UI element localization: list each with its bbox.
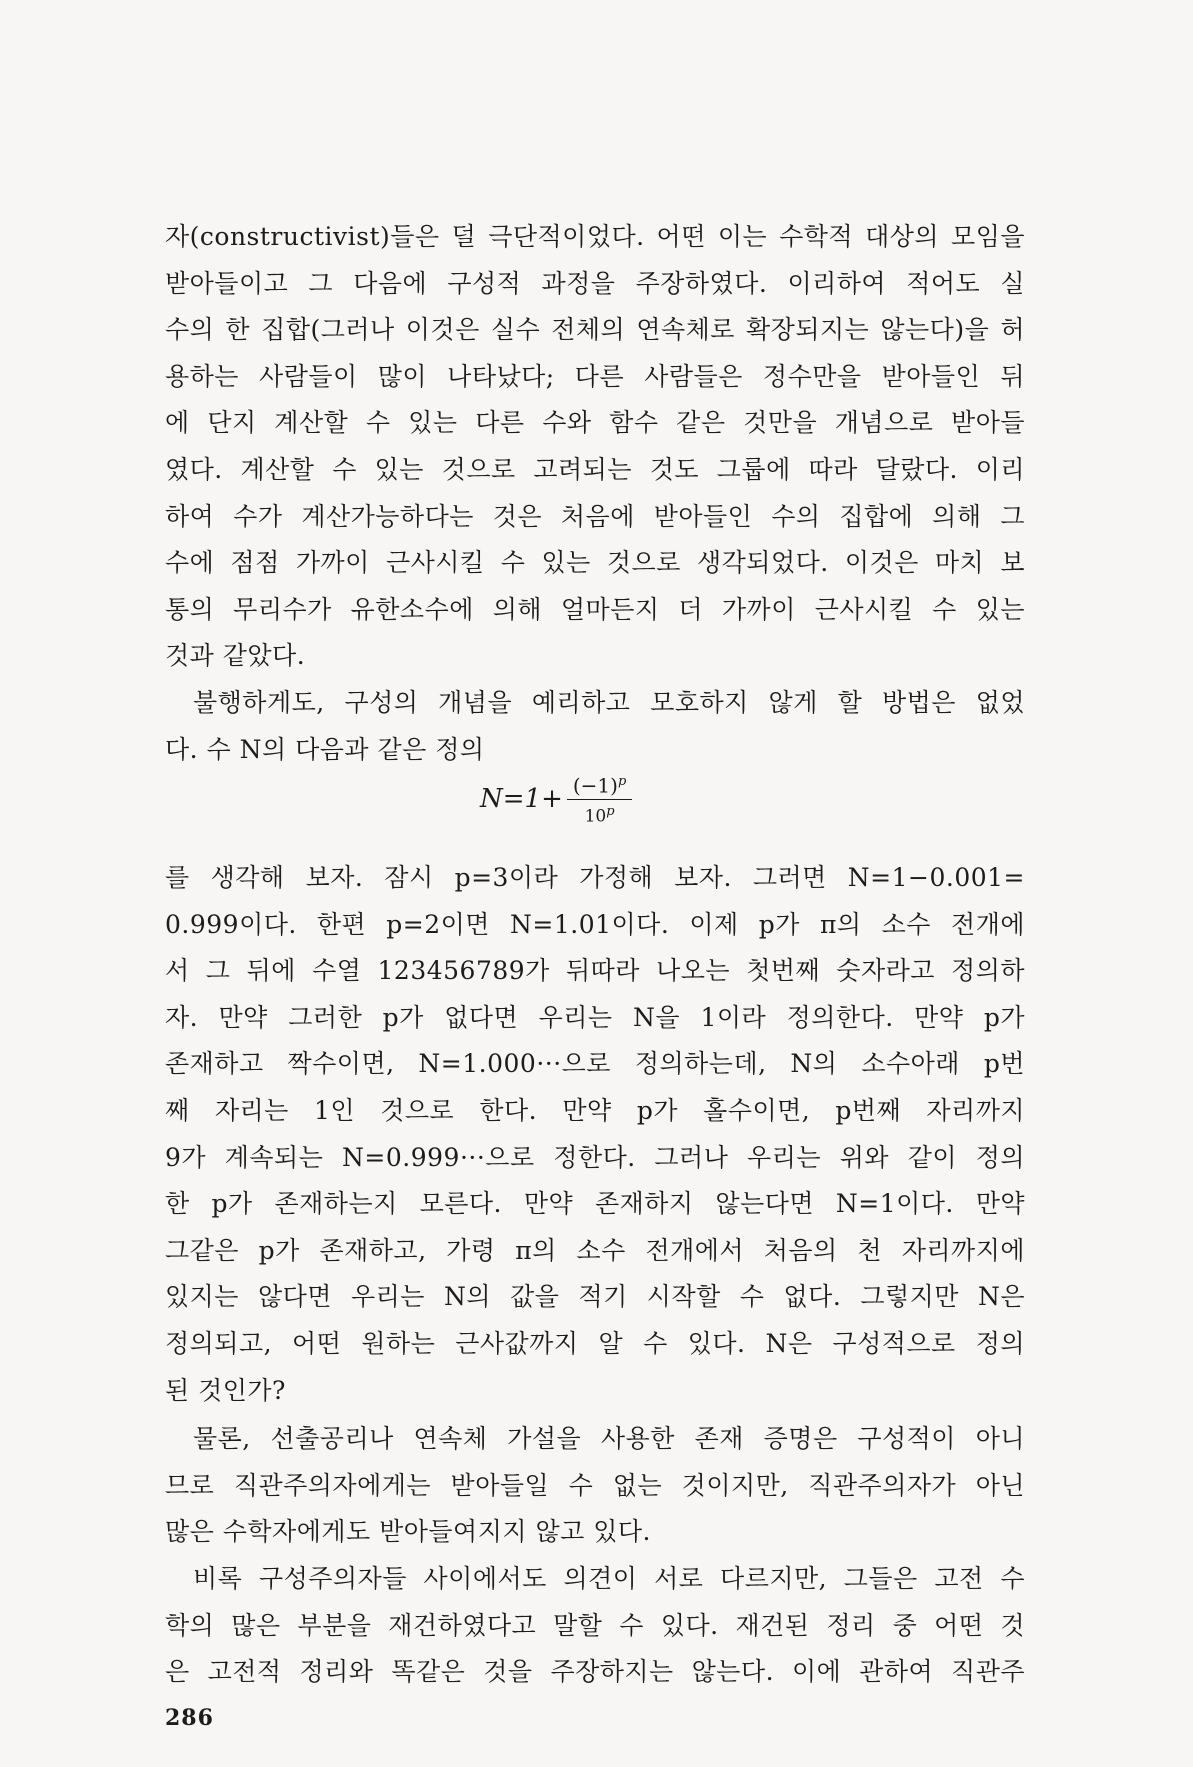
text-line: 학의 많은 부분을 재건하였다고 말할 수 있다. 재건된 정리 중 어떤 것 (165, 1610, 1025, 1640)
text-line: 비록 구성주의자들 사이에서도 의견이 서로 다르지만, 그들은 고전 수 (193, 1564, 1025, 1593)
text-line: 자(constructivist)들은 덜 극단적이었다. 어떤 이는 수학적 대상의 모임을 (165, 222, 1025, 251)
text-line: 0.999이다. 한편 p=2이면 N=1.01이다. 이제 p가 π의 소수 전개에 (165, 909, 1025, 939)
text-line: 자. 만약 그러한 p가 없다면 우리는 N을 1이라 정의한다. 만약 p가 (165, 1002, 1025, 1032)
numerator-exponent: p (617, 774, 627, 789)
text-line: 하여 수가 계산가능하다는 것은 처음에 받아들인 수의 집합에 의해 그 (165, 501, 1025, 531)
text-line: 수에 점점 가까이 근사시킬 수 있는 것으로 생각되었다. 이것은 마치 보 (165, 548, 1025, 578)
formula-denominator (585, 800, 615, 828)
text-line: 9가 계속되는 N=0.999···으로 정한다. 그러나 우리는 위와 같이 정의 (165, 1142, 1025, 1172)
text-line: 그같은 p가 존재하고, 가령 π의 소수 전개에서 처음의 천 자리까지에 (165, 1235, 1025, 1265)
text-line: 다. 수 N의 다음과 같은 정의 (165, 734, 485, 764)
paragraph-definition-intro (165, 680, 1025, 773)
text-line: 존재하고 짝수이면, N=1.000···으로 정의하는데, N의 소수아래 p번 (165, 1049, 1025, 1079)
text-line: 불행하게도, 구성의 개념을 예리하고 모호하지 않게 할 방법은 없었 (193, 688, 1025, 717)
text-line: 한 p가 존재하는지 모른다. 만약 존재하지 않는다면 N=1이다. 만약 (165, 1189, 1025, 1219)
text-line: 였다. 계산할 수 있는 것으로 고려되는 것도 그룹에 따라 달랐다. 이리 (165, 454, 1025, 484)
text-line: 된 것인가? (165, 1375, 286, 1405)
text-line: 통의 무리수가 유한소수에 의해 얼마든지 더 가까이 근사시킬 수 있는 (165, 594, 1025, 624)
text-line: 많은 수학자에게도 받아들여지지 않고 있다. (165, 1517, 651, 1547)
text-line: 째 자리는 1인 것으로 한다. 만약 p가 홀수이면, p번째 자리까지 (165, 1095, 1025, 1125)
text-line: 를 생각해 보자. 잠시 p=3이라 가정해 보자. 그러면 N=1−0.001= (165, 863, 1025, 892)
text-line: 서 그 뒤에 수열 123456789가 뒤따라 나오는 첫번째 숫자라고 정의하 (165, 956, 1025, 986)
paragraph-reconstruction (165, 1556, 1025, 1696)
text-line: 수의 한 집합(그러나 이것은 실수 전체의 연속체로 확장되지는 않는다)을 허 (165, 315, 1025, 345)
text-line: 용하는 사람들이 많이 나타났다; 다른 사람들은 정수만을 받아들인 뒤 (165, 361, 1025, 391)
page-number: 286 (165, 1705, 214, 1731)
formula-lhs: N=1+ (480, 783, 563, 814)
text-line: 받아들이고 그 다음에 구성적 과정을 주장하였다. 이리하여 적어도 실 (165, 268, 1025, 298)
text-line: 것과 같았다. (165, 641, 306, 671)
text-line: 물론, 선출공리나 연속체 가설을 사용한 존재 증명은 구성적이 아니 (193, 1424, 1025, 1453)
denominator-exponent: p (606, 803, 615, 819)
text-line: 므로 직관주의자에게는 받아들일 수 없는 것이지만, 직관주의자가 아닌 (165, 1470, 1025, 1500)
text-line: 있지는 않다면 우리는 N의 값을 적기 시작할 수 없다. 그렇지만 N은 (165, 1282, 1025, 1312)
formula-N-definition (480, 770, 632, 827)
paragraph-constructivists (165, 214, 1025, 680)
paragraph-N-discussion (165, 855, 1025, 1414)
formula-fraction (567, 770, 632, 827)
paragraph-choice-axiom (165, 1416, 1025, 1556)
text-line: 은 고전적 정리와 똑같은 것을 주장하지는 않는다. 이에 관하여 직관주 (165, 1657, 1025, 1687)
numerator-base: (−1) (572, 773, 618, 798)
text-line: 에 단지 계산할 수 있는 다른 수와 함수 같은 것만을 개념으로 받아들 (165, 408, 1025, 438)
text-line: 정의되고, 어떤 원하는 근사값까지 알 수 있다. N은 구성적으로 정의 (165, 1328, 1025, 1358)
denominator-base: 10 (584, 806, 607, 827)
formula-numerator (567, 770, 632, 800)
